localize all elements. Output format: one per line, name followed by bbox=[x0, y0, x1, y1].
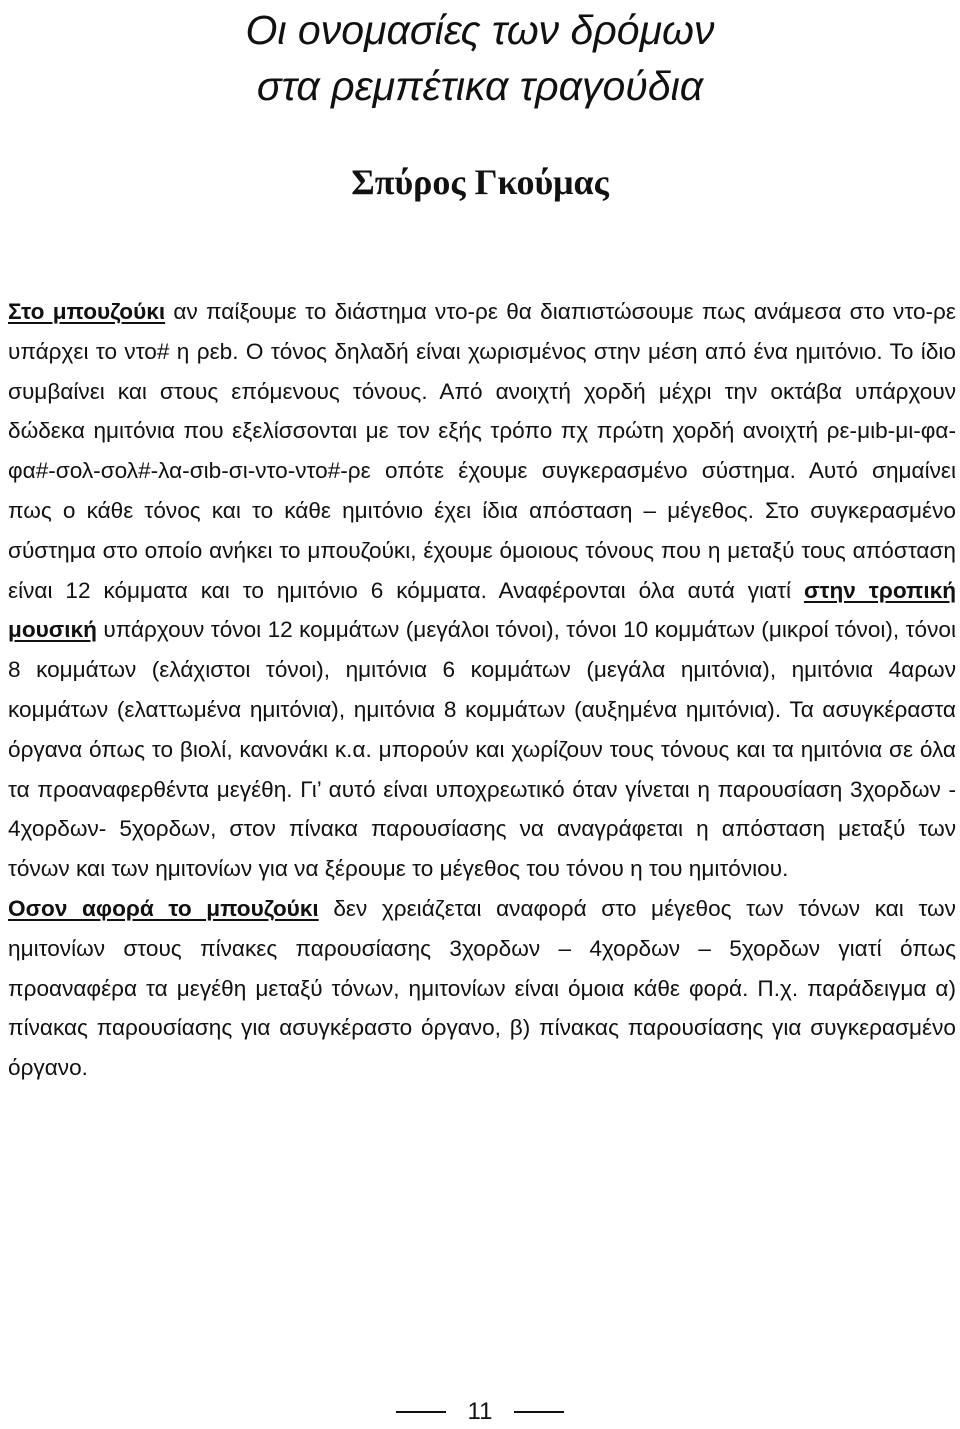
title-line-2: στα ρεμπέτικα τραγούδια bbox=[256, 63, 704, 109]
page-title bbox=[0, 2, 960, 114]
article-body bbox=[8, 292, 956, 1088]
title-line-1: Οι ονομασίες των δρόμων bbox=[245, 7, 715, 53]
page-footer bbox=[0, 1396, 960, 1428]
paragraph-1 bbox=[8, 292, 956, 889]
paragraph-1-text-a: αν παίξουμε το διάστημα ντο-ρε θα διαπιστώσουμε πως ανάμεσα στο ντο-ρε υπάρχει το ντο# η ρεb. Ο τόνος δηλαδή είναι χωρισμένος στην μέση από ένα ημιτόνιο. Το ίδιο συμβαίνει και στους επόμενους τόνους. Από ανοιχτή χορδή μέχρι την οκτάβα υπάρχουν δώδεκα ημιτόνια που εξελίσσονται με τον εξής τρόπο πχ πρώτη χορδή ανοιχτή ρε-μιb-μι-φα-φα#-σολ-σολ#-λα-σιb-σι-ντο-ντο#-ρε οπότε έχουμε συγκερασμένο σύστημα. Αυτό σημαίνει πως ο κάθε τόνος και το κάθε ημιτόνιο έχει ίδια απόσταση – μέγεθος. Στο συγκερασμένο σύστημα στο οποίο ανήκει το μπουζούκι, έχουμε όμοιους τόνους που η μεταξύ τους απόσταση είναι 12 κόμματα και το ημιτόνιο 6 κόμματα. Αναφέρονται όλα αυτά γιατί bbox=[8, 299, 956, 603]
emphasis-modal-music: στην τροπική μουσική bbox=[8, 577, 956, 643]
lead-phrase-bouzouki: Στο μπουζούκι bbox=[8, 299, 166, 324]
paragraph-2-text: δεν χρειάζεται αναφορά στο μέγεθος των τόνων και των ημιτονίων στους πίνακες παρουσίασης 3χορδων – 4χορδων – 5χορδων γιατί όπως προαναφέρα τα μεγέθη μεταξύ τόνων, ημιτονίων είναι όμοια κάθε φορά. Π.χ. παράδειγμα α) πίνακας παρουσίασης για ασυγκέραστο όργανο, β) πίνακας παρουσίασης για συγκερασμένο όργανο. bbox=[8, 895, 956, 1081]
lead-phrase-as-for-bouzouki: Οσον αφορά το μπουζούκι bbox=[8, 895, 319, 921]
author-name: Σπύρος Γκούμας bbox=[351, 162, 609, 202]
paragraph-2 bbox=[8, 889, 956, 1088]
paragraph-1-text-b: υπάρχουν τόνοι 12 κομμάτων (μεγάλοι τόνοι), τόνοι 10 κομμάτων (μικροί τόνοι), τόνοι 8 κομμάτων (ελάχιστοι τόνοι), ημιτόνια 6 κομμάτων (μεγάλα ημιτόνια), ημιτόνια 4αρων κομμάτων (ελαττωμένα ημιτόνια), ημιτόνια 8 κομμάτων (αυξημένα ημιτόνια). Τα ασυγκέραστα όργανα όπως το βιολί, κανονάκι κ.α. μπορούν και χωρίζουν τους τόνους και τα ημιτόνια σε όλα τα προαναφερθέντα μεγέθη. Γι’ αυτό είναι υποχρεωτικό όταν γίνεται η παρουσίαση 3χορδων - 4χορδων- 5χορδων, στον πίνακα παρουσίασης να αναγράφεται η απόσταση μεταξύ των τόνων και των ημιτονίων για να ξέρουμε το μέγεθος του τόνου η του ημιτόνιου. bbox=[8, 617, 956, 882]
footer-dash-right bbox=[514, 1411, 564, 1413]
footer-dash-left bbox=[396, 1411, 446, 1413]
page-number: 11 bbox=[467, 1398, 493, 1425]
